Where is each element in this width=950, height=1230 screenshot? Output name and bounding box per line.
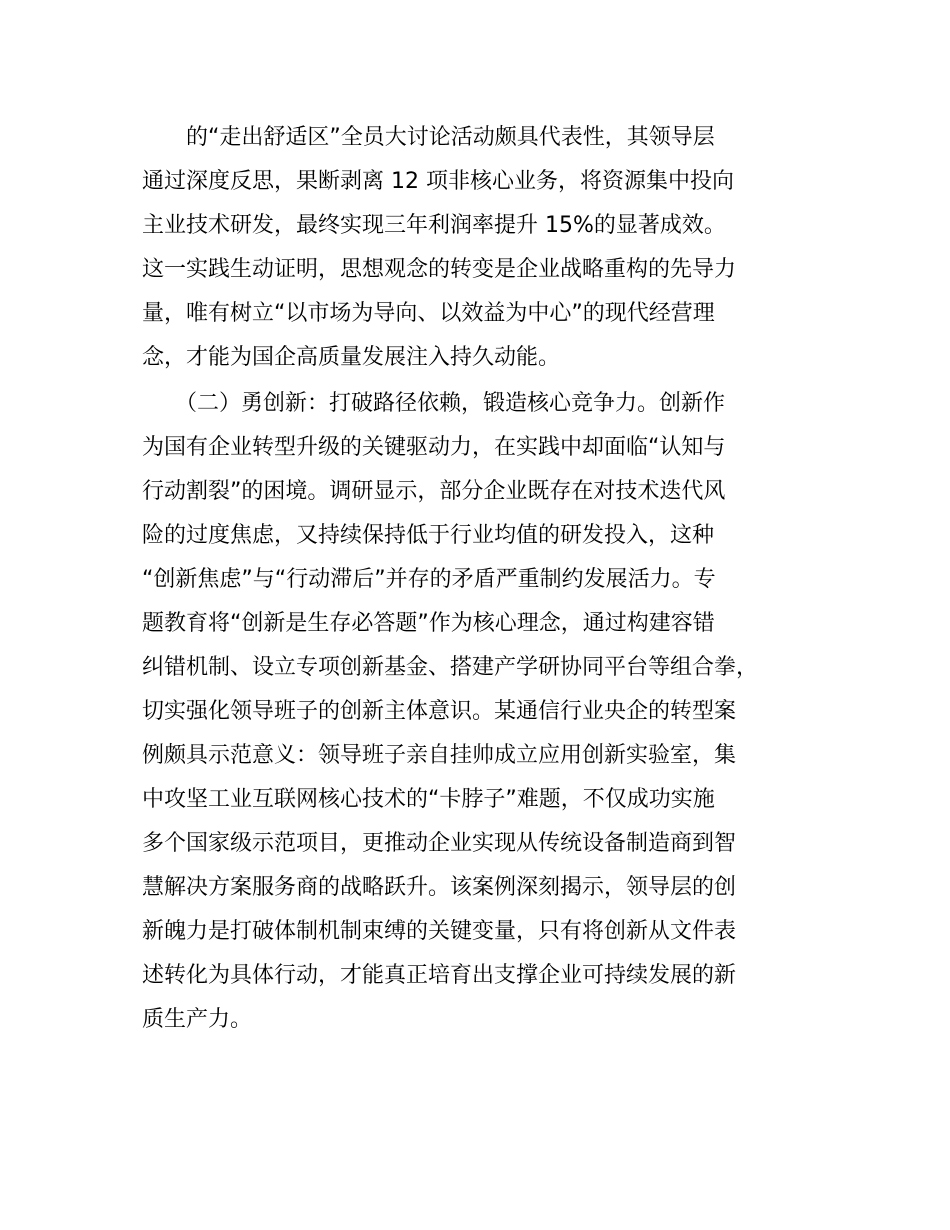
paragraph-line: 险的过度焦虑，又持续保持低于行业均值的研发投入，这种	[142, 523, 715, 548]
paragraph-2	[142, 382, 822, 1042]
paragraph-line: 纠错机制、设立专项创新基金、搭建产学研协同平台等组合拳，	[142, 655, 759, 680]
paragraph-line: 慧解决方案服务商的战略跃升。该案例深刻揭示，领导层的创	[142, 875, 737, 900]
paragraph-line: 多个国家级示范项目，更推动企业实现从传统设备制造商到智	[142, 831, 737, 856]
paragraph-line: 通过深度反思，果断剥离 12 项非核心业务，将资源集中投向	[142, 169, 734, 194]
paragraph-line: 新魄力是打破体制机制束缚的关键变量，只有将创新从文件表	[142, 919, 737, 944]
paragraph-line: 述转化为具体行动，才能真正培育出支撑企业可持续发展的新	[142, 963, 737, 988]
paragraph-line: 这一实践生动证明，思想观念的转变是企业战略重构的先导力	[142, 257, 737, 282]
paragraph-line: （二）勇创新：打破路径依赖，锻造核心竞争力。创新作	[142, 391, 726, 416]
paragraph-line: 主业技术研发，最终实现三年利润率提升 15%的显著成效。	[142, 213, 726, 238]
paragraph-line: 念，才能为国企高质量发展注入持久动能。	[142, 345, 561, 370]
paragraph-line: 的“走出舒适区”全员大讨论活动颇具代表性，其领导层	[142, 125, 715, 150]
paragraph-line: “创新焦虑”与“行动滞后”并存的矛盾严重制约发展活力。专	[142, 567, 716, 592]
paragraph-line: 例颇具示范意义：领导班子亲自挂帅成立应用创新实验室，集	[142, 743, 737, 768]
paragraph-line: 质生产力。	[142, 1007, 253, 1032]
paragraph-line: 题教育将“创新是生存必答题”作为核心理念，通过构建容错	[142, 611, 715, 636]
paragraph-1	[142, 116, 822, 380]
paragraph-line: 切实强化领导班子的创新主体意识。某通信行业央企的转型案	[142, 699, 737, 724]
paragraph-line: 为国有企业转型升级的关键驱动力，在实践中却面临“认知与	[142, 435, 726, 460]
paragraph-line: 量，唯有树立“以市场为导向、以效益为中心”的现代经营理	[142, 301, 715, 326]
paragraph-line: 中攻坚工业互联网核心技术的“卡脖子”难题，不仅成功实施	[142, 787, 715, 812]
paragraph-line: 行动割裂”的困境。调研显示，部分企业既存在对技术迭代风	[142, 479, 726, 504]
